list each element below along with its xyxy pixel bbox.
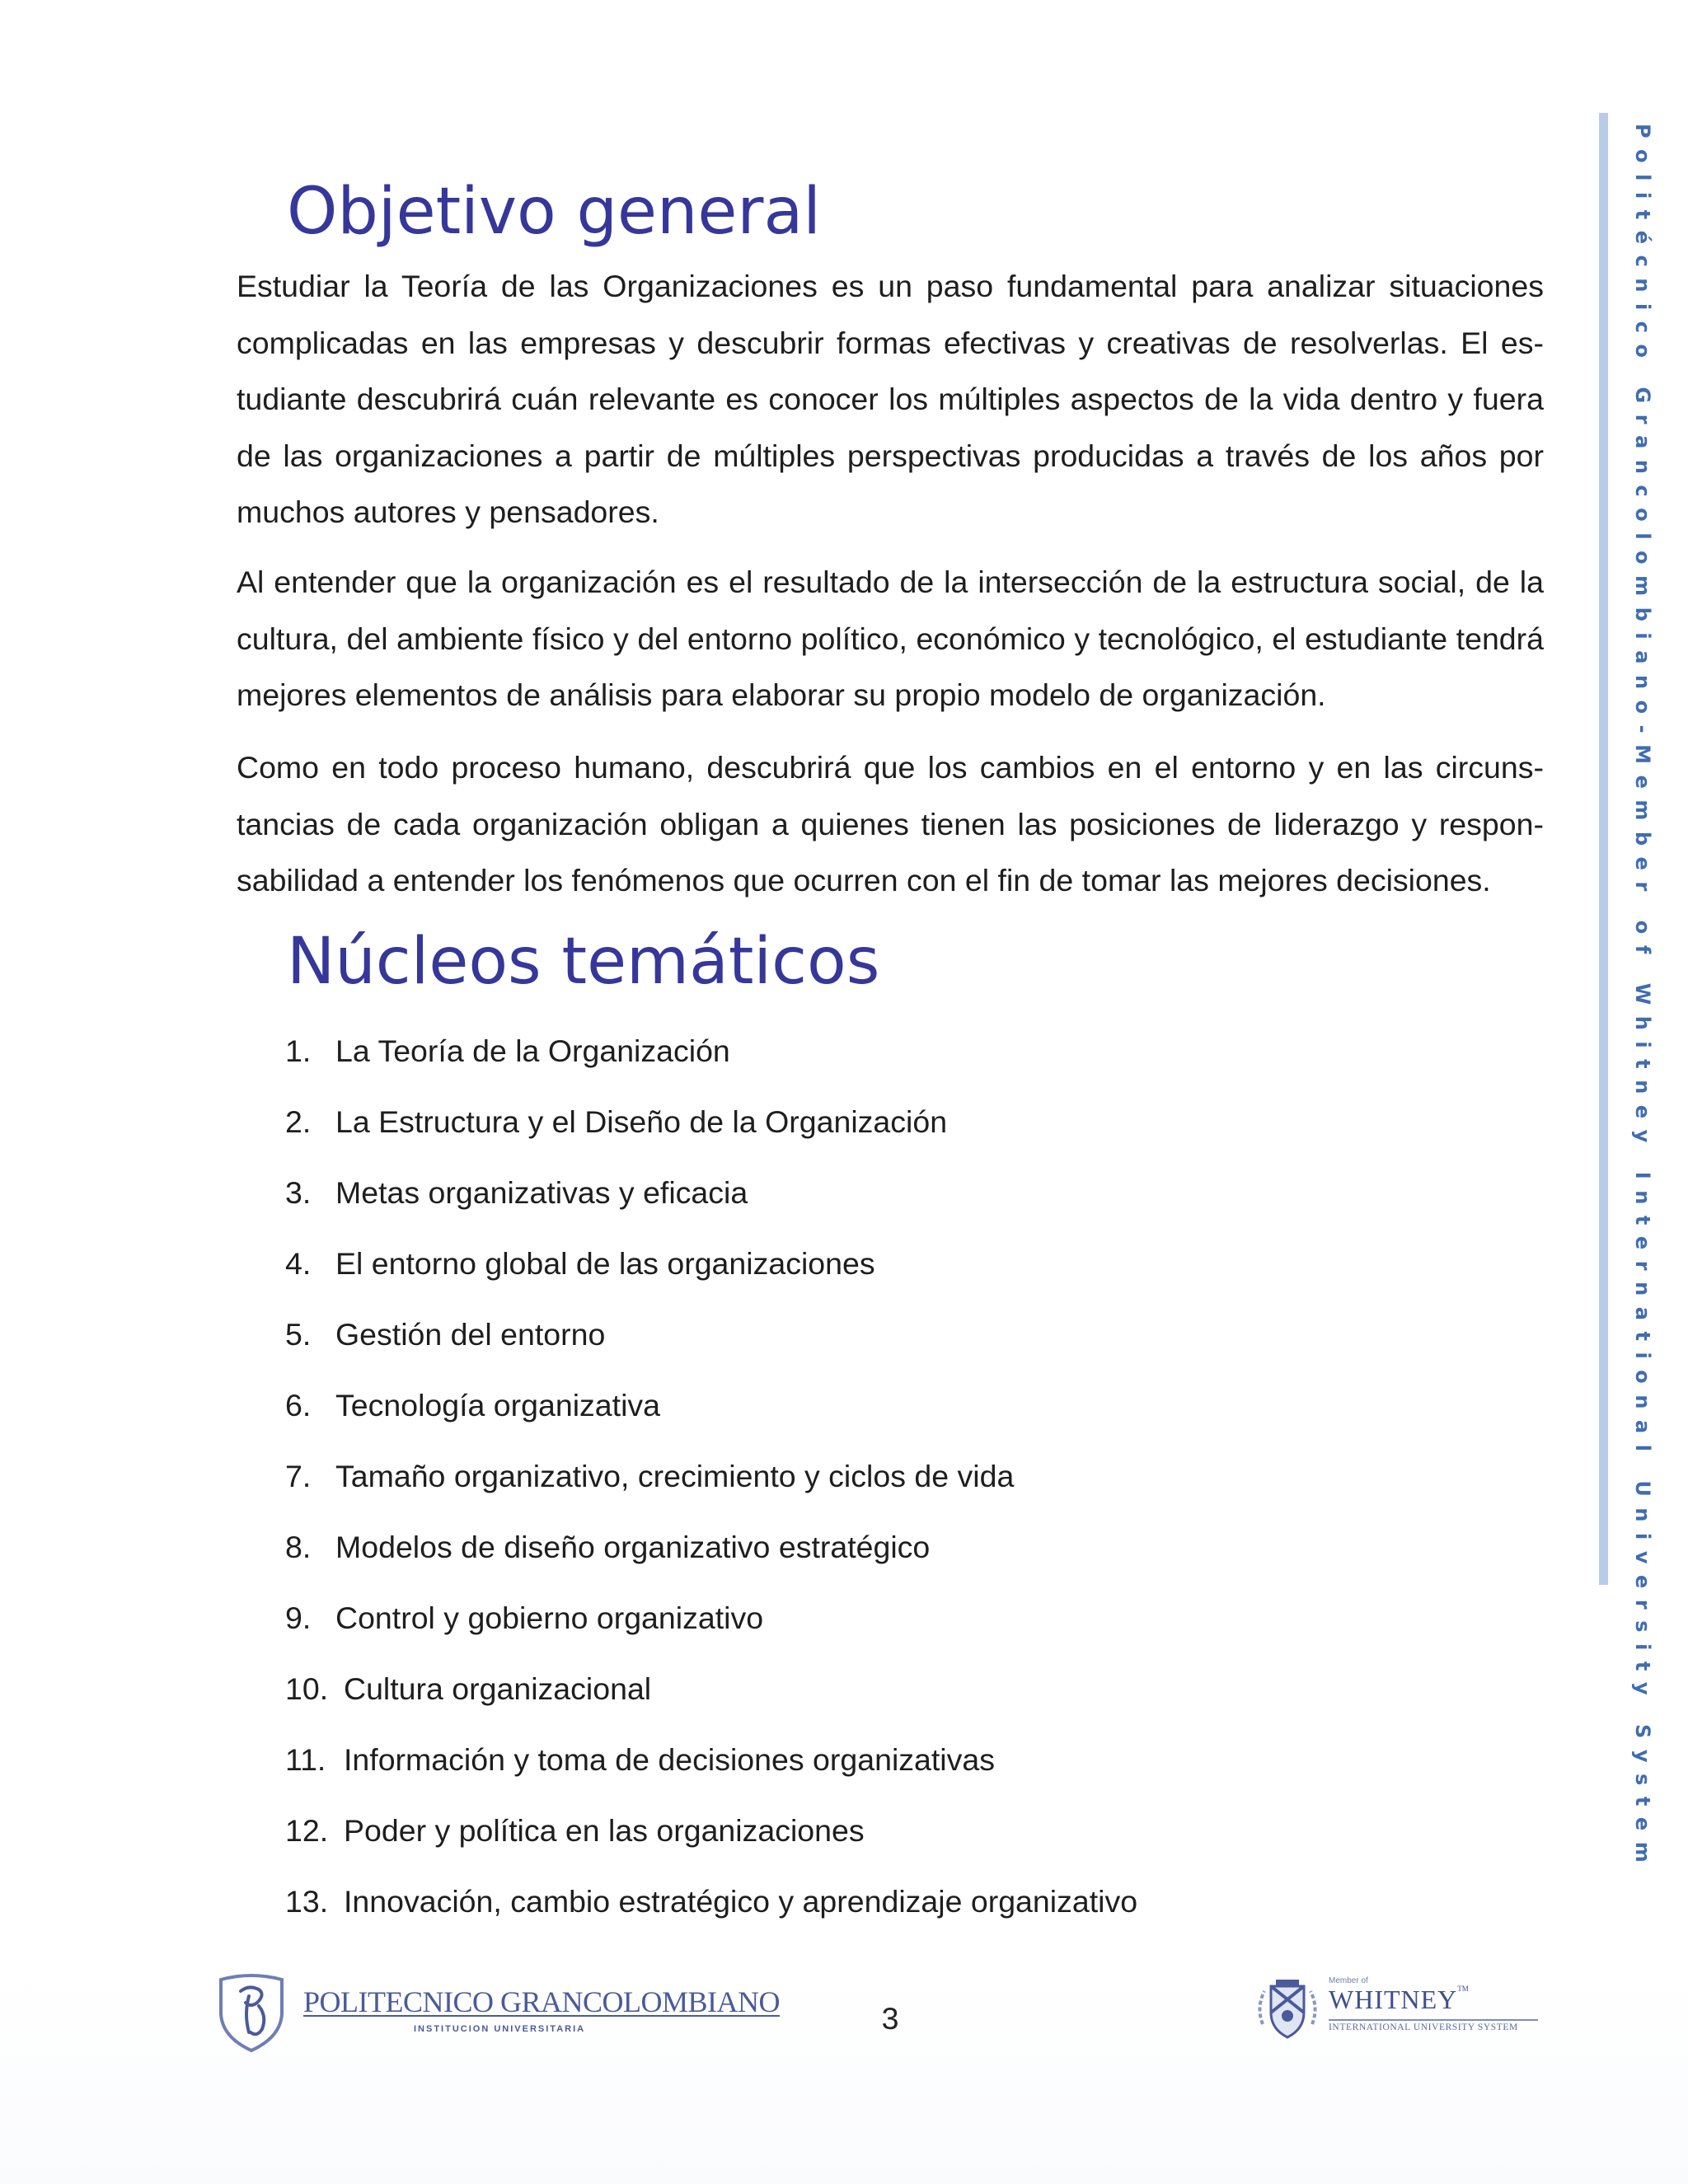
list-item [285, 1518, 1137, 1589]
list-item-number: 5. [285, 1317, 312, 1352]
list-item-number: 1. [285, 1033, 312, 1068]
list-item [285, 1731, 1137, 1802]
sidebar-accent-bar [1599, 113, 1608, 1585]
list-item-label: Tamaño organizativo, crecimiento y ciclos de vida [335, 1459, 1015, 1493]
politecnico-subtitle: INSTITUCION UNIVERSITARIA [414, 2024, 586, 2034]
page-number: 3 [881, 2001, 899, 2036]
list-item-label: La Estructura y el Diseño de la Organización [335, 1104, 948, 1139]
heading-nucleos-tematicos: Núcleos temáticos [287, 925, 880, 999]
list-item-label: Gestión del entorno [335, 1317, 606, 1352]
trademark-mark: TM [1457, 1985, 1469, 1993]
sidebar-institution-label: Politécnico Grancolombiano-Member of Whitney International University System [1631, 124, 1654, 1874]
list-item [285, 1305, 1137, 1376]
list-item [285, 1872, 1137, 1943]
list-item-number: 6. [285, 1388, 312, 1422]
list-item [285, 1093, 1137, 1164]
politecnico-name: POLITECNICO GRANCOLOMBIANO [303, 1985, 780, 2018]
heading-objetivo-general: Objetivo general [287, 175, 821, 249]
whitney-name-text: WHITNEY [1329, 1985, 1458, 2014]
list-item [285, 1022, 1137, 1093]
list-item-number: 12. [285, 1813, 329, 1848]
list-item [285, 1164, 1137, 1235]
list-item [285, 1447, 1137, 1518]
list-item [285, 1589, 1137, 1660]
list-item-label: Metas organizativas y eficacia [335, 1175, 748, 1210]
topics-list [285, 1022, 1137, 1943]
list-item-label: Modelos de diseño organizativo estratégico [335, 1530, 931, 1564]
list-item-number: 10. [285, 1671, 329, 1706]
crest-icon [1253, 1975, 1322, 2044]
list-item-label: Poder y política en las organizaciones [344, 1813, 865, 1848]
list-item [285, 1802, 1137, 1872]
shield-icon [216, 1973, 287, 2052]
sidebar-vertical-text [1626, 124, 1659, 1874]
list-item-label: Innovación, cambio estratégico y aprendizaje organizativo [344, 1884, 1138, 1919]
whitney-logo [1253, 1971, 1541, 2046]
list-item-label: Tecnología organizativa [335, 1388, 661, 1422]
list-item-number: 11. [285, 1742, 326, 1777]
paragraph-leadership: Como en todo proceso humano, descubrirá que los cambios en el entorno y en las circunstancias de cada organización obligan a quienes tienen las posiciones de liderazgo y responsabilidad a entender los fenómenos que ocurren con el fin de tomar las mejores decisiones. [237, 750, 1544, 898]
list-item-label: El entorno global de las organizaciones [335, 1246, 875, 1281]
whitney-subtitle: INTERNATIONAL UNIVERSITY SYSTEM [1329, 2019, 1538, 2032]
paragraph-intro: Estudiar la Teoría de las Organizaciones es un paso fundamental para analizar situaciones complicadas en las empresas y descubrir formas efectivas y creativas de resolverlas. El estudiante descubrirá cuán relevante es conocer los múltiples aspectos de la vida dentro y fuera de las organizaciones a partir de múltiples perspectivas producidas a través de los años por muchos autores y pensadores. [237, 269, 1544, 529]
list-item [285, 1660, 1137, 1731]
list-item-label: Cultura organizacional [344, 1671, 652, 1706]
list-item-number: 4. [285, 1246, 312, 1281]
list-item-label: La Teoría de la Organización [335, 1033, 730, 1068]
list-item-number: 7. [285, 1459, 312, 1493]
list-item-number: 3. [285, 1175, 312, 1210]
list-item-number: 9. [285, 1601, 312, 1635]
whitney-member-label: Member of [1329, 1976, 1368, 1985]
list-item [285, 1376, 1137, 1447]
list-item-number: 2. [285, 1104, 312, 1139]
list-item-label: Control y gobierno organizativo [335, 1601, 764, 1635]
list-item [285, 1235, 1137, 1305]
list-item-label: Información y toma de decisiones organizativas [344, 1742, 995, 1777]
whitney-name [1329, 1985, 1469, 2015]
paragraph-organization: Al entender que la organización es el resultado de la intersección de la estructura social, de la cultura, del ambiente físico y del entorno político, económico y tecnológico, el estudiante tendrá mejores elementos de análisis para elaborar su propio modelo de organización. [237, 565, 1544, 712]
list-item-number: 13. [285, 1884, 329, 1919]
list-item-number: 8. [285, 1530, 312, 1564]
politecnico-logo [216, 1973, 780, 2052]
